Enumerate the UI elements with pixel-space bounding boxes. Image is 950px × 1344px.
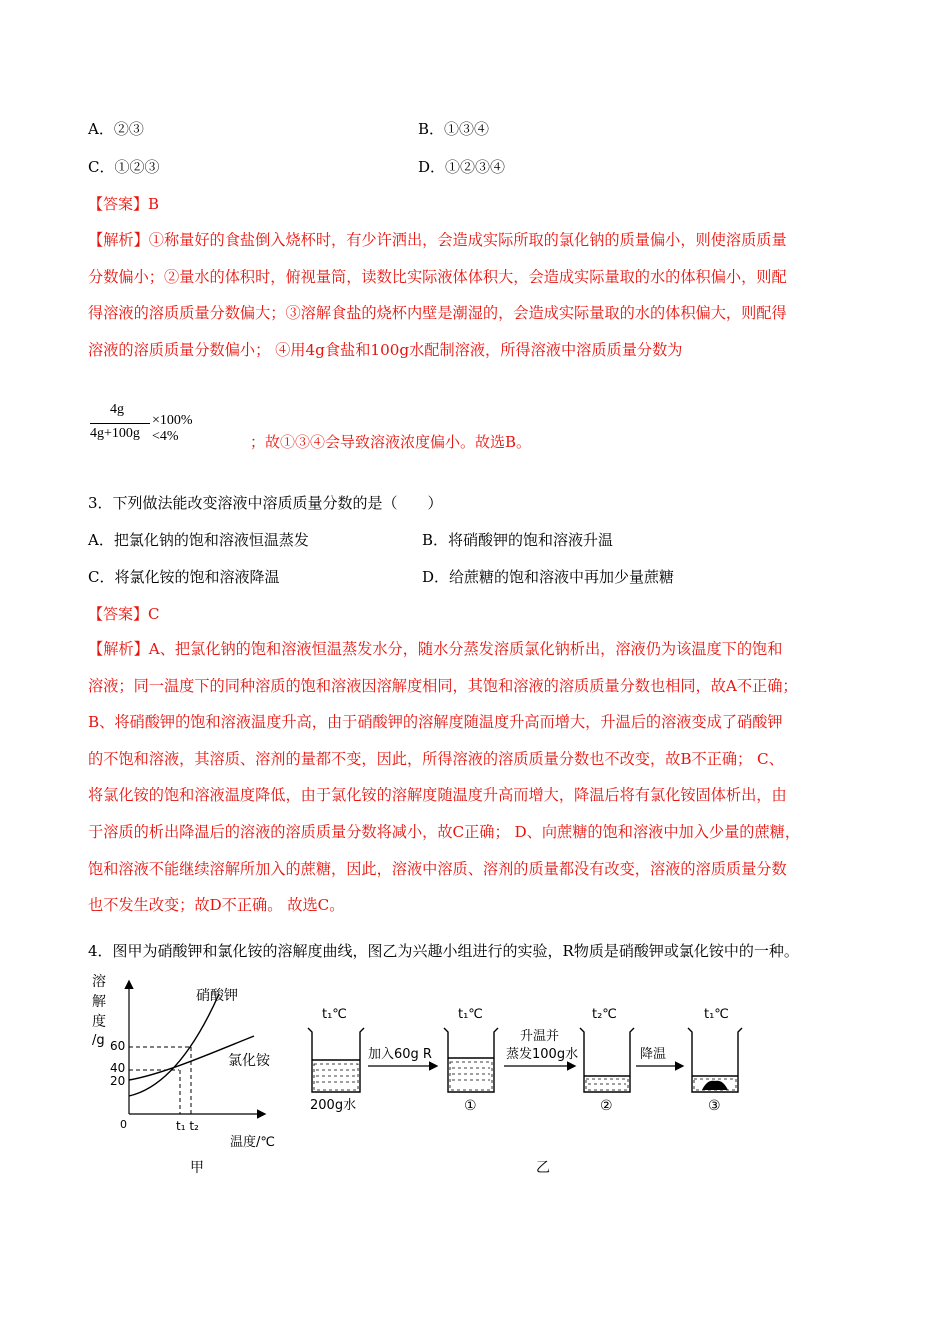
graph-xticks: t₁ t₂ [176, 1119, 199, 1133]
graph-ylabel-2: 解 [92, 994, 106, 1010]
beaker-2 [580, 1007, 634, 1114]
q3-analysis-line-7: 饱和溶液不能继续溶解所加入的蔗糖，因此，溶液中溶质、溶剂的质量都没有改变，溶液的溶质质量分数 [88, 859, 787, 878]
step2-label-line1: 升温并 [520, 1029, 560, 1044]
q2-analysis-line-3: 得溶液的溶质质量分数偏大；③溶解食盐的烧杯内壁是潮湿的，会造成实际量取的水的体积偏大，则配得 [88, 304, 787, 323]
experiment-diagram [296, 996, 756, 1176]
q2-analysis-line-2: 分数偏小；②量水的体积时，俯视量筒，读数比实际液体体积大，会造成实际量取的水的体积偏小，则配 [88, 267, 787, 286]
beaker-2-number: ② [600, 1098, 613, 1114]
step1-label: 加入60g R [368, 1047, 432, 1062]
q3-analysis [88, 631, 878, 924]
q3-analysis-line-3: B、将硝酸钾的饱和溶液温度升高，由于硝酸钾的溶解度随温度升高而增大，升温后的溶液变成了硝酸钾 [88, 713, 783, 732]
q3-option-b: B．将硝酸钾的饱和溶液升温 [422, 531, 614, 549]
figure-yi-caption: 乙 [536, 1160, 550, 1176]
q3-analysis-line-1: 【解析】A、把氯化钠的饱和溶液恒温蒸发水分，随水分蒸发溶质氯化钠析出，溶液仍为该温度下的饱和 [88, 640, 783, 658]
solubility-graph [84, 968, 294, 1178]
kno3-curve [129, 994, 219, 1096]
graph-ytick-60: 60 [110, 1039, 126, 1053]
fraction-bar [90, 423, 150, 424]
graph-xlabel: 温度/℃ [230, 1135, 275, 1150]
beaker-1-temp: t₁℃ [458, 1007, 483, 1022]
beaker-3-temp: t₁℃ [704, 1007, 729, 1022]
step3-label: 降温 [640, 1047, 667, 1062]
graph-origin: 0 [120, 1118, 127, 1131]
precipitate [702, 1081, 728, 1090]
q3-answer: 【答案】C [88, 605, 160, 623]
fraction-tail: ×100%<4% [152, 413, 193, 444]
beaker-start [308, 1007, 364, 1113]
q2-analysis [88, 222, 878, 368]
q3-analysis-line-6: 于溶质的析出降温后的溶液的溶质质量分数将减小，故C正确； D、向蔗糖的饱和溶液中加入少量的蔗糖， [88, 822, 801, 841]
graph-ylabel-4: /g [92, 1033, 105, 1048]
graph-ylabel-1: 溶 [92, 974, 106, 990]
step2-label-line2: 蒸发100g水 [506, 1047, 579, 1062]
beaker-2-temp: t₂℃ [592, 1007, 617, 1022]
beaker-1-number: ① [464, 1098, 477, 1114]
beaker-3 [688, 1007, 742, 1114]
graph-ytick-40: 40 [110, 1061, 126, 1075]
q2-option-c: C．①②③ [88, 158, 160, 176]
q2-conclusion: ；故①③④会导致溶液浓度偏小。故选B。 [250, 433, 532, 451]
q2-option-d: D．①②③④ [418, 158, 506, 176]
beaker-1 [444, 1007, 498, 1114]
q2-option-b: B．①③④ [418, 120, 490, 138]
q3-analysis-line-2: 溶液；同一温度下的同种溶质的饱和溶液因溶解度相同，其饱和溶液的溶质质量分数也相同，故A不正确； [88, 676, 798, 695]
q3-analysis-line-8: 也不发生改变；故D不正确。 故选C。 [88, 896, 345, 915]
q4-stem: 4．图甲为硝酸钾和氯化铵的溶解度曲线，图乙为兴趣小组进行的实验，R物质是硝酸钾或氯化铵中的一种。 [88, 942, 799, 960]
fraction-numerator: 4g [110, 402, 124, 417]
q3-stem: 3．下列做法能改变溶液中溶质质量分数的是（ ） [88, 494, 443, 512]
q3-analysis-line-5: 将氯化铵的饱和溶液温度降低，由于氯化铵的溶解度随温度升高而增大，降温后将有氯化铵固体析出，由 [88, 786, 787, 805]
graph-ytick-20: 20 [110, 1074, 126, 1088]
q2-answer: 【答案】B [88, 195, 160, 213]
q2-analysis-line-1: 【解析】①称量好的食盐倒入烧杯时，有少许洒出，会造成实际所取的氯化钠的质量偏小，则使溶质质量 [88, 231, 787, 249]
q3-option-a: A．把氯化钠的饱和溶液恒温蒸发 [88, 531, 309, 549]
q3-option-d: D．给蔗糖的饱和溶液中再加少量蔗糖 [422, 568, 675, 586]
q2-analysis-line-4: 溶液的溶质质量分数偏小； ④用4g食盐和100g水配制溶液，所得溶液中溶质质量分数为 [88, 340, 683, 359]
kno3-label: 硝酸钾 [196, 988, 238, 1004]
beaker-start-label: 200g水 [310, 1098, 357, 1113]
fraction-denominator: 4g+100g [90, 426, 140, 441]
nh4cl-label: 氯化铵 [228, 1053, 270, 1069]
figure-jia-caption: 甲 [190, 1160, 204, 1176]
q3-option-c: C．将氯化铵的饱和溶液降温 [88, 568, 280, 586]
beaker-3-number: ③ [708, 1098, 721, 1114]
beaker-start-temp: t₁℃ [322, 1007, 347, 1022]
q2-option-a: A．②③ [88, 120, 144, 138]
q3-analysis-line-4: 的不饱和溶液，其溶质、溶剂的量都不变，因此，所得溶液的溶质质量分数也不改变，故B不正确； C、 [88, 749, 784, 768]
graph-ylabel-3: 度 [92, 1014, 106, 1030]
